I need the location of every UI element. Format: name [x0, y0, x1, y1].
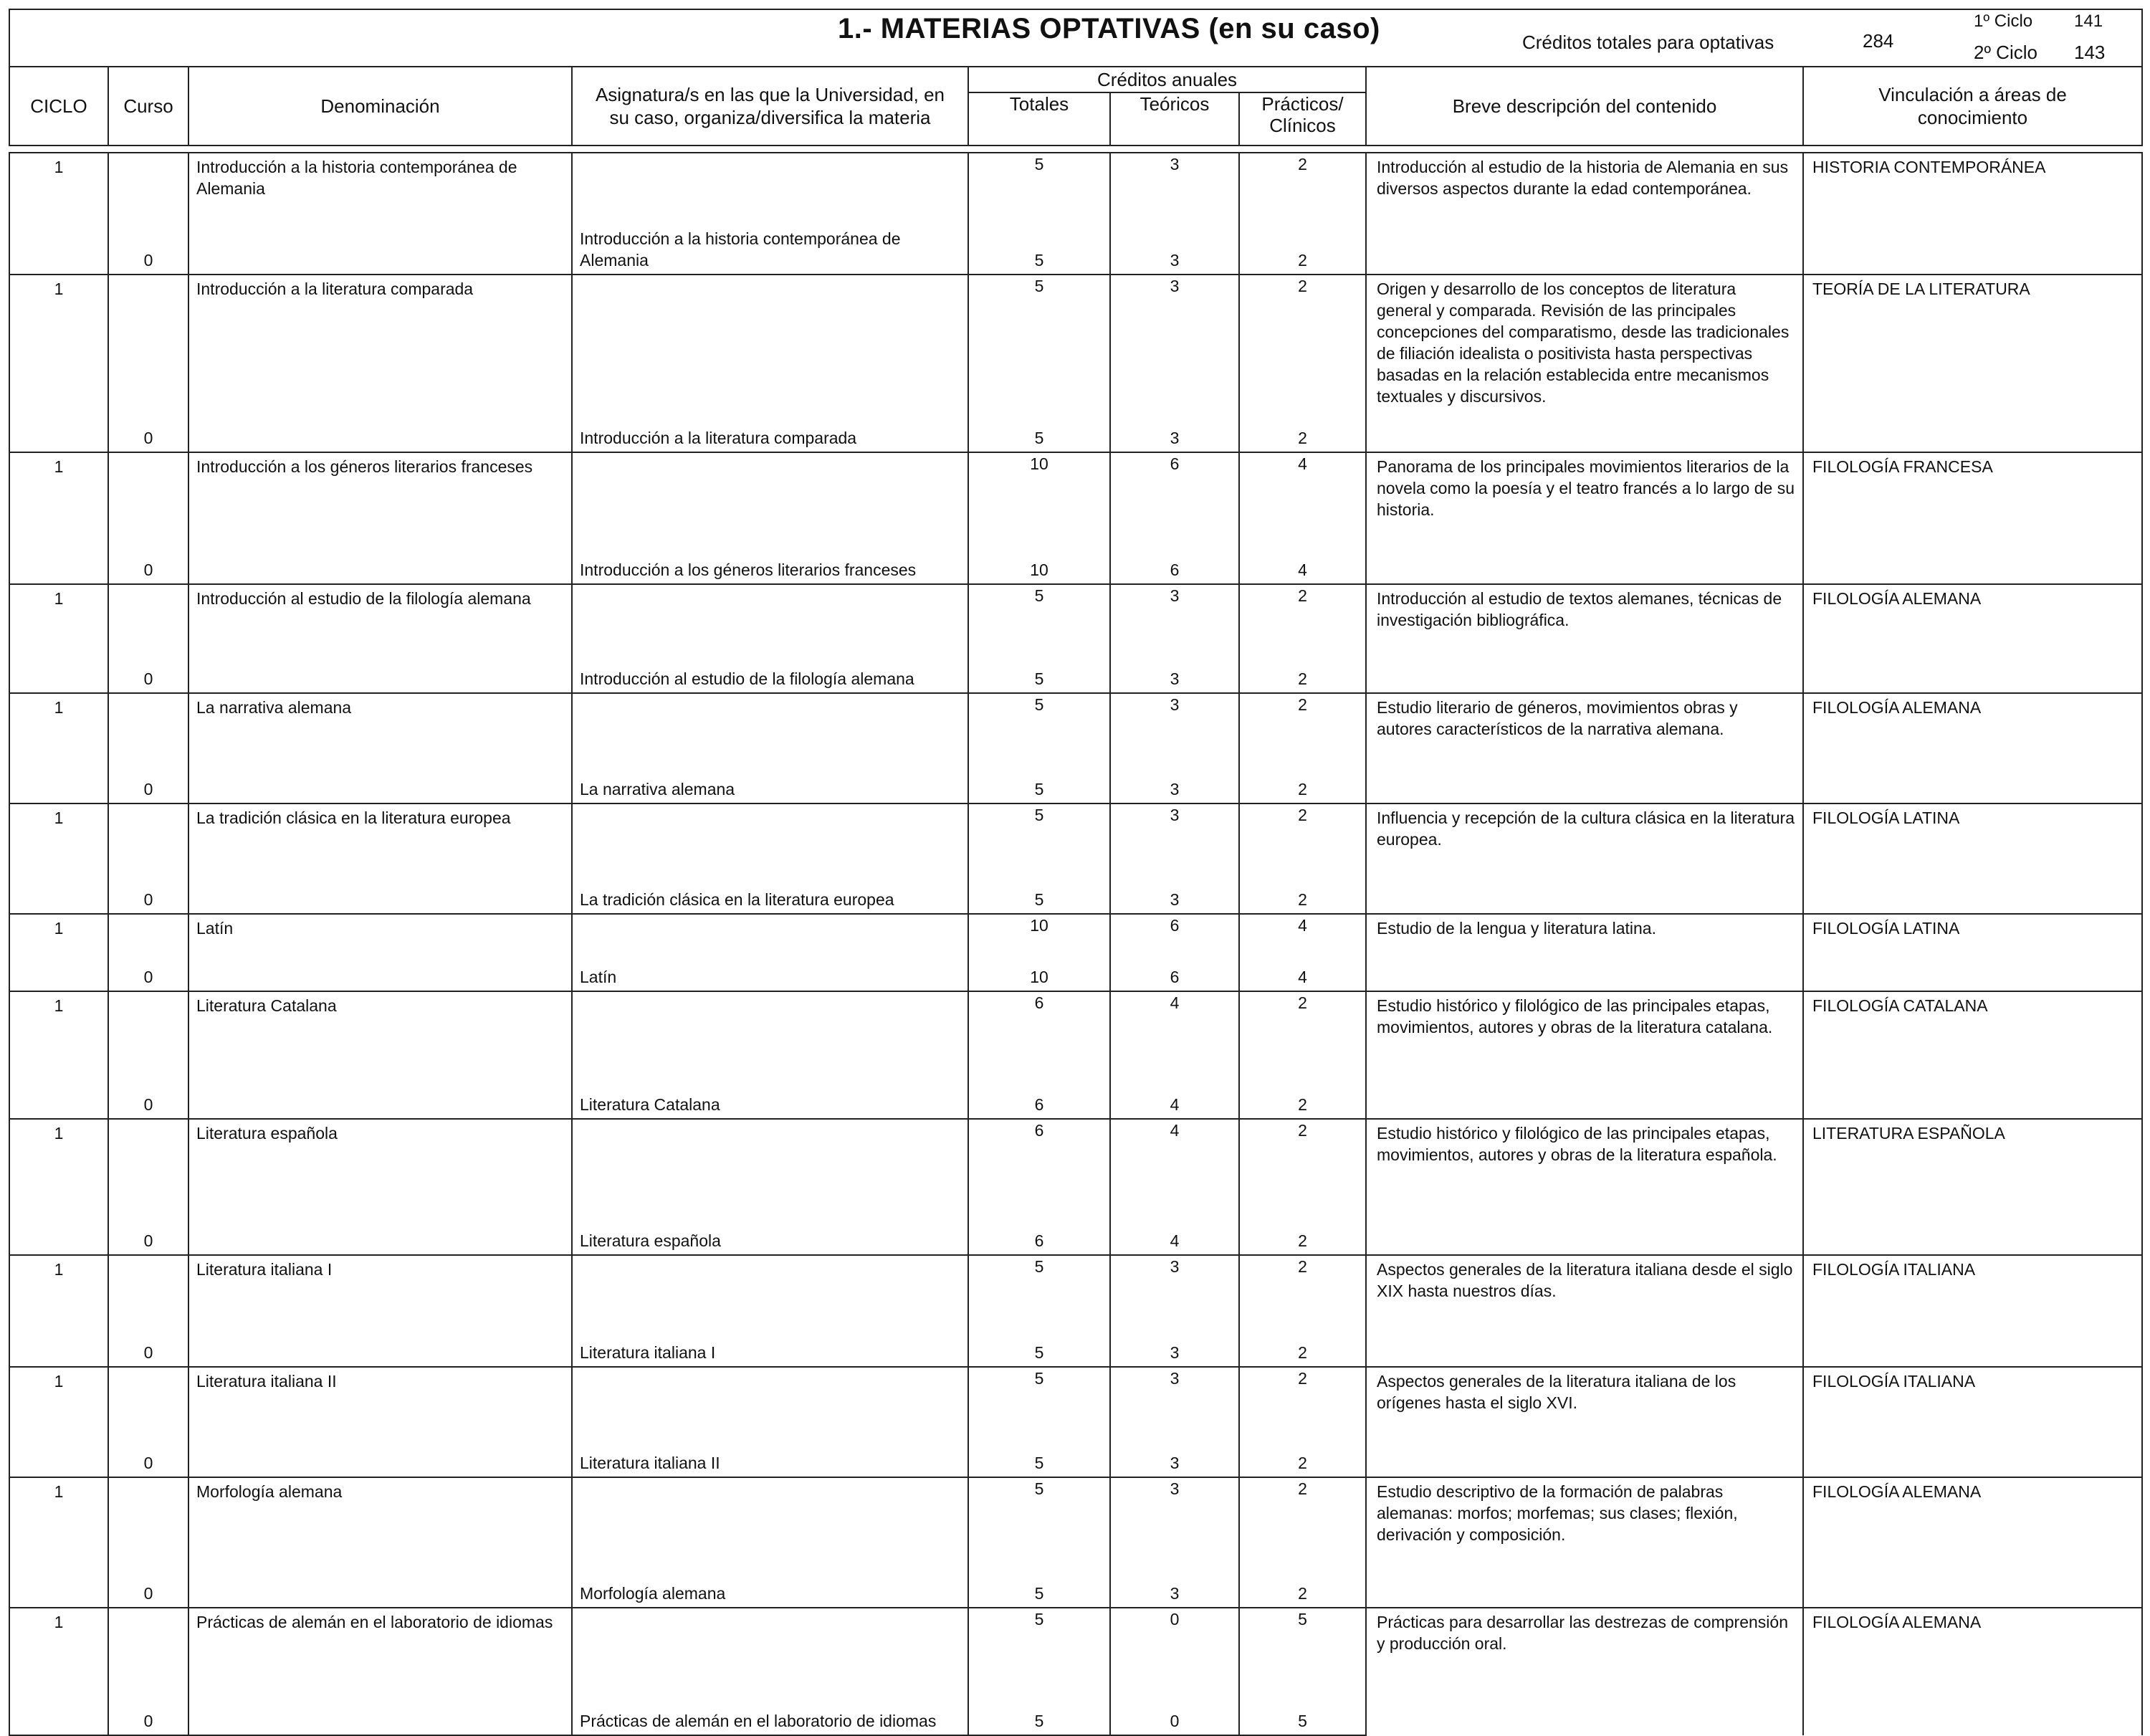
ciclo-empty-cell	[9, 1568, 108, 1608]
denominacion-empty-cell	[188, 225, 572, 275]
teoricos-cell: 0	[1110, 1608, 1239, 1687]
curso-empty-cell	[108, 275, 188, 424]
practicos-cell: 5	[1239, 1608, 1366, 1687]
area-cell: FILOLOGÍA FRANCESA	[1803, 452, 2142, 584]
denominacion-empty-cell	[188, 1071, 572, 1119]
sub-practicos-cell: 2	[1239, 766, 1366, 803]
header-gap	[9, 146, 2142, 153]
denominacion-cell: Introducción a la historia contemporánea de Alemania	[188, 153, 572, 225]
denominacion-empty-cell	[188, 539, 572, 584]
curso-empty-cell	[108, 452, 188, 539]
sub-teoricos-cell: 6	[1110, 539, 1239, 584]
sub-totales-cell: 5	[968, 1568, 1110, 1608]
curso-cell: 0	[108, 658, 188, 693]
asignatura-cell: Literatura italiana I	[572, 1329, 968, 1367]
asignatura-empty-cell	[572, 1608, 968, 1687]
totales-cell: 5	[968, 584, 1110, 658]
ciclo-cell: 1	[9, 584, 108, 658]
table-row	[9, 914, 2142, 962]
descripcion-cell: Aspectos generales de la literatura italiana de los orígenes hasta el siglo XVI.	[1366, 1367, 1803, 1477]
asignatura-empty-cell	[572, 584, 968, 658]
denominacion-cell: Morfología alemana	[188, 1477, 572, 1568]
curso-cell: 0	[108, 1439, 188, 1477]
totales-cell: 6	[968, 1119, 1110, 1210]
ciclo-cell: 1	[9, 1608, 108, 1687]
practicos-cell: 4	[1239, 452, 1366, 539]
curso-empty-cell	[108, 1255, 188, 1329]
optativas-sheet	[9, 9, 2141, 1736]
ciclo2-label: 2º Ciclo	[1974, 42, 2037, 63]
sub-practicos-cell: 2	[1239, 1439, 1366, 1477]
area-cell: FILOLOGÍA ALEMANA	[1803, 584, 2142, 693]
asignatura-cell: Introducción a la historia contemporánea de Alemania	[572, 225, 968, 275]
area-cell: FILOLOGÍA ALEMANA	[1803, 693, 2142, 803]
asignatura-empty-cell	[572, 1367, 968, 1439]
asignatura-cell: Introducción al estudio de la filología alemana	[572, 658, 968, 693]
sub-totales-cell: 5	[968, 1439, 1110, 1477]
totales-cell: 10	[968, 914, 1110, 962]
sub-teoricos-cell: 3	[1110, 877, 1239, 914]
denominacion-empty-cell	[188, 658, 572, 693]
curso-empty-cell	[108, 153, 188, 225]
sub-teoricos-cell: 3	[1110, 658, 1239, 693]
denominacion-cell: Literatura italiana II	[188, 1367, 572, 1439]
creditos-totales-label: Créditos totales para optativas	[1522, 32, 1774, 53]
asignatura-cell: Introducción a los géneros literarios franceses	[572, 539, 968, 584]
area-cell: FILOLOGÍA ALEMANA	[1803, 1477, 2142, 1608]
totales-cell: 5	[968, 1255, 1110, 1329]
col-teoricos: Teóricos	[1110, 92, 1239, 146]
asignatura-empty-cell	[572, 1255, 968, 1329]
denominacion-empty-cell	[188, 1439, 572, 1477]
totales-cell: 5	[968, 275, 1110, 424]
denominacion-empty-cell	[188, 766, 572, 803]
sub-teoricos-cell: 3	[1110, 424, 1239, 452]
totales-cell: 5	[968, 693, 1110, 766]
sub-teoricos-cell: 3	[1110, 225, 1239, 275]
sub-practicos-cell: 2	[1239, 424, 1366, 452]
teoricos-cell: 6	[1110, 914, 1239, 962]
col-asignaturas: Asignatura/s en las que la Universidad, en su caso, organiza/diversifica la materia	[572, 67, 968, 146]
teoricos-cell: 6	[1110, 452, 1239, 539]
teoricos-cell: 4	[1110, 991, 1239, 1071]
curso-cell: 0	[108, 1568, 188, 1608]
sub-totales-cell: 5	[968, 424, 1110, 452]
teoricos-cell: 4	[1110, 1119, 1239, 1210]
practicos-cell: 4	[1239, 914, 1366, 962]
sub-practicos-cell: 2	[1239, 1329, 1366, 1367]
table-row	[9, 1255, 2142, 1329]
totales-cell: 5	[968, 1477, 1110, 1568]
denominacion-cell: Prácticas de alemán en el laboratorio de idiomas	[188, 1608, 572, 1687]
ciclo-empty-cell	[9, 424, 108, 452]
curso-cell: 0	[108, 877, 188, 914]
asignatura-empty-cell	[572, 991, 968, 1071]
teoricos-cell: 3	[1110, 153, 1239, 225]
sub-totales-cell: 5	[968, 225, 1110, 275]
denominacion-cell: Literatura española	[188, 1119, 572, 1210]
asignatura-cell: Prácticas de alemán en el laboratorio de idiomas	[572, 1687, 968, 1735]
teoricos-cell: 3	[1110, 275, 1239, 424]
sub-practicos-cell: 2	[1239, 877, 1366, 914]
sub-totales-cell: 6	[968, 1210, 1110, 1255]
ciclo-empty-cell	[9, 658, 108, 693]
curso-empty-cell	[108, 914, 188, 962]
table-row	[9, 275, 2142, 424]
descripcion-cell: Estudio histórico y filológico de las principales etapas, movimientos, autores y obras de la literatura catalana.	[1366, 991, 1803, 1119]
curso-empty-cell	[108, 1367, 188, 1439]
denominacion-empty-cell	[188, 424, 572, 452]
teoricos-cell: 3	[1110, 693, 1239, 766]
curso-empty-cell	[108, 1608, 188, 1687]
col-descripcion: Breve descripción del contenido	[1366, 67, 1803, 146]
table-row	[9, 991, 2142, 1071]
denominacion-cell: Introducción a los géneros literarios franceses	[188, 452, 572, 539]
ciclo-empty-cell	[9, 1687, 108, 1735]
denominacion-empty-cell	[188, 1210, 572, 1255]
ciclo-empty-cell	[9, 962, 108, 991]
descripcion-cell: Estudio descriptivo de la formación de palabras alemanas: morfos; morfemas; sus clases; flexión, derivación y composición.	[1366, 1477, 1803, 1608]
sub-totales-cell: 5	[968, 1687, 1110, 1735]
table-row	[9, 693, 2142, 766]
curso-empty-cell	[108, 1119, 188, 1210]
descripcion-cell: Origen y desarrollo de los conceptos de literatura general y comparada. Revisión de las principales concepciones del comparatismo, desde las tradicionales de filiación idealista o positivista hasta perspectivas basadas en la relación establecida entre mecanismos textuales y discursivos.	[1366, 275, 1803, 452]
ciclo-empty-cell	[9, 1439, 108, 1477]
sub-practicos-cell: 2	[1239, 1568, 1366, 1608]
practicos-cell: 2	[1239, 1367, 1366, 1439]
curso-cell: 0	[108, 1687, 188, 1735]
denominacion-cell: Latín	[188, 914, 572, 962]
denominacion-cell: La tradición clásica en la literatura europea	[188, 803, 572, 877]
denominacion-cell: Introducción a la literatura comparada	[188, 275, 572, 424]
sub-teoricos-cell: 6	[1110, 962, 1239, 991]
curso-empty-cell	[108, 584, 188, 658]
asignatura-empty-cell	[572, 452, 968, 539]
practicos-cell: 2	[1239, 803, 1366, 877]
ciclo-cell: 1	[9, 1119, 108, 1210]
ciclo1-label: 1º Ciclo	[1974, 11, 2033, 31]
ciclo-empty-cell	[9, 1071, 108, 1119]
asignatura-cell: Introducción a la literatura comparada	[572, 424, 968, 452]
sub-totales-cell: 6	[968, 1071, 1110, 1119]
descripcion-cell: Estudio histórico y filológico de las principales etapas, movimientos, autores y obras de la literatura española.	[1366, 1119, 1803, 1255]
table-row	[9, 153, 2142, 225]
asignatura-empty-cell	[572, 153, 968, 225]
ciclo-cell: 1	[9, 1367, 108, 1439]
sub-practicos-cell: 4	[1239, 539, 1366, 584]
area-cell: LITERATURA ESPAÑOLA	[1803, 1119, 2142, 1255]
sub-teoricos-cell: 4	[1110, 1071, 1239, 1119]
ciclo-cell: 1	[9, 914, 108, 962]
practicos-cell: 2	[1239, 153, 1366, 225]
sub-totales-cell: 5	[968, 877, 1110, 914]
area-cell: FILOLOGÍA CATALANA	[1803, 991, 2142, 1119]
ciclo-cell: 1	[9, 1477, 108, 1568]
practicos-cell: 2	[1239, 693, 1366, 766]
curso-cell: 0	[108, 766, 188, 803]
totales-cell: 5	[968, 153, 1110, 225]
denominacion-empty-cell	[188, 1568, 572, 1608]
sub-practicos-cell: 2	[1239, 1210, 1366, 1255]
teoricos-cell: 3	[1110, 1367, 1239, 1439]
sub-totales-cell: 5	[968, 658, 1110, 693]
asignatura-cell: Literatura Catalana	[572, 1071, 968, 1119]
descripcion-cell: Introducción al estudio de la historia de Alemania en sus diversos aspectos durante la edad contemporánea.	[1366, 153, 1803, 275]
curso-empty-cell	[108, 693, 188, 766]
area-cell: FILOLOGÍA ITALIANA	[1803, 1367, 2142, 1477]
sub-teoricos-cell: 0	[1110, 1687, 1239, 1735]
curso-empty-cell	[108, 1477, 188, 1568]
curso-cell: 0	[108, 1210, 188, 1255]
practicos-cell: 2	[1239, 1119, 1366, 1210]
title-bar	[9, 9, 2142, 67]
sub-teoricos-cell: 3	[1110, 766, 1239, 803]
curso-cell: 0	[108, 1071, 188, 1119]
ciclo-cell: 1	[9, 153, 108, 225]
table-row	[9, 1608, 2142, 1687]
sub-teoricos-cell: 3	[1110, 1439, 1239, 1477]
denominacion-cell: Literatura italiana I	[188, 1255, 572, 1329]
ciclo-cell: 1	[9, 1255, 108, 1329]
denominacion-empty-cell	[188, 1329, 572, 1367]
ciclo-empty-cell	[9, 539, 108, 584]
ciclo-cell: 1	[9, 275, 108, 424]
sub-teoricos-cell: 3	[1110, 1568, 1239, 1608]
curso-cell: 0	[108, 424, 188, 452]
sub-totales-cell: 10	[968, 539, 1110, 584]
ciclo-cell: 1	[9, 991, 108, 1071]
denominacion-empty-cell	[188, 877, 572, 914]
sub-practicos-cell: 5	[1239, 1687, 1366, 1735]
curso-cell: 0	[108, 1329, 188, 1367]
totales-cell: 5	[968, 1608, 1110, 1687]
asignatura-cell: Literatura italiana II	[572, 1439, 968, 1477]
asignatura-empty-cell	[572, 803, 968, 877]
sub-totales-cell: 10	[968, 962, 1110, 991]
ciclo-empty-cell	[9, 225, 108, 275]
asignatura-empty-cell	[572, 1477, 968, 1568]
asignatura-cell: Latín	[572, 962, 968, 991]
denominacion-cell: Literatura Catalana	[188, 991, 572, 1071]
denominacion-empty-cell	[188, 962, 572, 991]
totales-cell: 6	[968, 991, 1110, 1071]
table-row	[9, 584, 2142, 658]
area-cell: TEORÍA DE LA LITERATURA	[1803, 275, 2142, 452]
denominacion-cell: La narrativa alemana	[188, 693, 572, 766]
area-cell: FILOLOGÍA ALEMANA	[1803, 1608, 2142, 1735]
page-title: 1.- MATERIAS OPTATIVAS (en su caso)	[838, 13, 1380, 44]
descripcion-cell: Introducción al estudio de textos alemanes, técnicas de investigación bibliográfica.	[1366, 584, 1803, 693]
table-row	[9, 1119, 2142, 1210]
asignatura-cell: Literatura española	[572, 1210, 968, 1255]
asignatura-empty-cell	[572, 1119, 968, 1210]
teoricos-cell: 3	[1110, 584, 1239, 658]
sub-practicos-cell: 4	[1239, 962, 1366, 991]
ciclo-cell: 1	[9, 693, 108, 766]
asignatura-empty-cell	[572, 275, 968, 424]
col-denominacion: Denominación	[188, 67, 572, 146]
asignatura-cell: La narrativa alemana	[572, 766, 968, 803]
table-row	[9, 1367, 2142, 1439]
descripcion-cell: Influencia y recepción de la cultura clásica en la literatura europea.	[1366, 803, 1803, 914]
teoricos-cell: 3	[1110, 803, 1239, 877]
asignatura-cell: La tradición clásica en la literatura europea	[572, 877, 968, 914]
col-curso: Curso	[108, 67, 188, 146]
ciclo-cell: 1	[9, 803, 108, 877]
practicos-cell: 2	[1239, 1477, 1366, 1568]
ciclo1-value: 141	[2074, 11, 2103, 31]
table-row	[9, 1477, 2142, 1568]
sub-practicos-cell: 2	[1239, 658, 1366, 693]
ciclo-empty-cell	[9, 1329, 108, 1367]
totales-cell: 10	[968, 452, 1110, 539]
col-creditos-anuales: Créditos anuales	[968, 67, 1366, 92]
denominacion-empty-cell	[188, 1687, 572, 1735]
descripcion-cell: Prácticas para desarrollar las destrezas de comprensión y producción oral.	[1366, 1608, 1803, 1735]
descripcion-cell: Panorama de los principales movimientos literarios de la novela como la poesía y el teatro francés a lo largo de su historia.	[1366, 452, 1803, 584]
ciclo-empty-cell	[9, 766, 108, 803]
totales-cell: 5	[968, 1367, 1110, 1439]
area-cell: FILOLOGÍA ITALIANA	[1803, 1255, 2142, 1367]
asignatura-empty-cell	[572, 914, 968, 962]
materias-optativas-table	[9, 9, 2143, 1736]
col-totales: Totales	[968, 92, 1110, 146]
descripcion-cell: Aspectos generales de la literatura italiana desde el siglo XIX hasta nuestros días.	[1366, 1255, 1803, 1367]
ciclo-empty-cell	[9, 877, 108, 914]
sub-practicos-cell: 2	[1239, 1071, 1366, 1119]
ciclo2-value: 143	[2074, 42, 2106, 63]
area-cell: HISTORIA CONTEMPORÁNEA	[1803, 153, 2142, 275]
curso-cell: 0	[108, 225, 188, 275]
ciclo-cell: 1	[9, 452, 108, 539]
teoricos-cell: 3	[1110, 1255, 1239, 1329]
practicos-cell: 2	[1239, 584, 1366, 658]
curso-empty-cell	[108, 803, 188, 877]
creditos-totales-value: 284	[1863, 30, 1894, 52]
denominacion-cell: Introducción al estudio de la filología alemana	[188, 584, 572, 658]
curso-cell: 0	[108, 962, 188, 991]
sub-totales-cell: 5	[968, 1329, 1110, 1367]
table-row	[9, 803, 2142, 877]
ciclo-empty-cell	[9, 1210, 108, 1255]
col-practicos: Prácticos/ Clínicos	[1239, 92, 1366, 146]
curso-cell: 0	[108, 539, 188, 584]
sub-teoricos-cell: 3	[1110, 1329, 1239, 1367]
descripcion-cell: Estudio de la lengua y literatura latina.	[1366, 914, 1803, 991]
teoricos-cell: 3	[1110, 1477, 1239, 1568]
curso-empty-cell	[108, 991, 188, 1071]
table-row	[9, 452, 2142, 539]
descripcion-cell: Estudio literario de géneros, movimientos obras y autores característicos de la narrativa alemana.	[1366, 693, 1803, 803]
area-cell: FILOLOGÍA LATINA	[1803, 803, 2142, 914]
col-ciclo: CICLO	[9, 67, 108, 146]
asignatura-cell: Morfología alemana	[572, 1568, 968, 1608]
sub-practicos-cell: 2	[1239, 225, 1366, 275]
totales-cell: 5	[968, 803, 1110, 877]
practicos-cell: 2	[1239, 1255, 1366, 1329]
sub-totales-cell: 5	[968, 766, 1110, 803]
table-body	[9, 153, 2142, 1735]
practicos-cell: 2	[1239, 991, 1366, 1071]
area-cell: FILOLOGÍA LATINA	[1803, 914, 2142, 991]
asignatura-empty-cell	[572, 693, 968, 766]
col-vinculacion: Vinculación a áreas de conocimiento	[1803, 67, 2142, 146]
sub-teoricos-cell: 4	[1110, 1210, 1239, 1255]
practicos-cell: 2	[1239, 275, 1366, 424]
